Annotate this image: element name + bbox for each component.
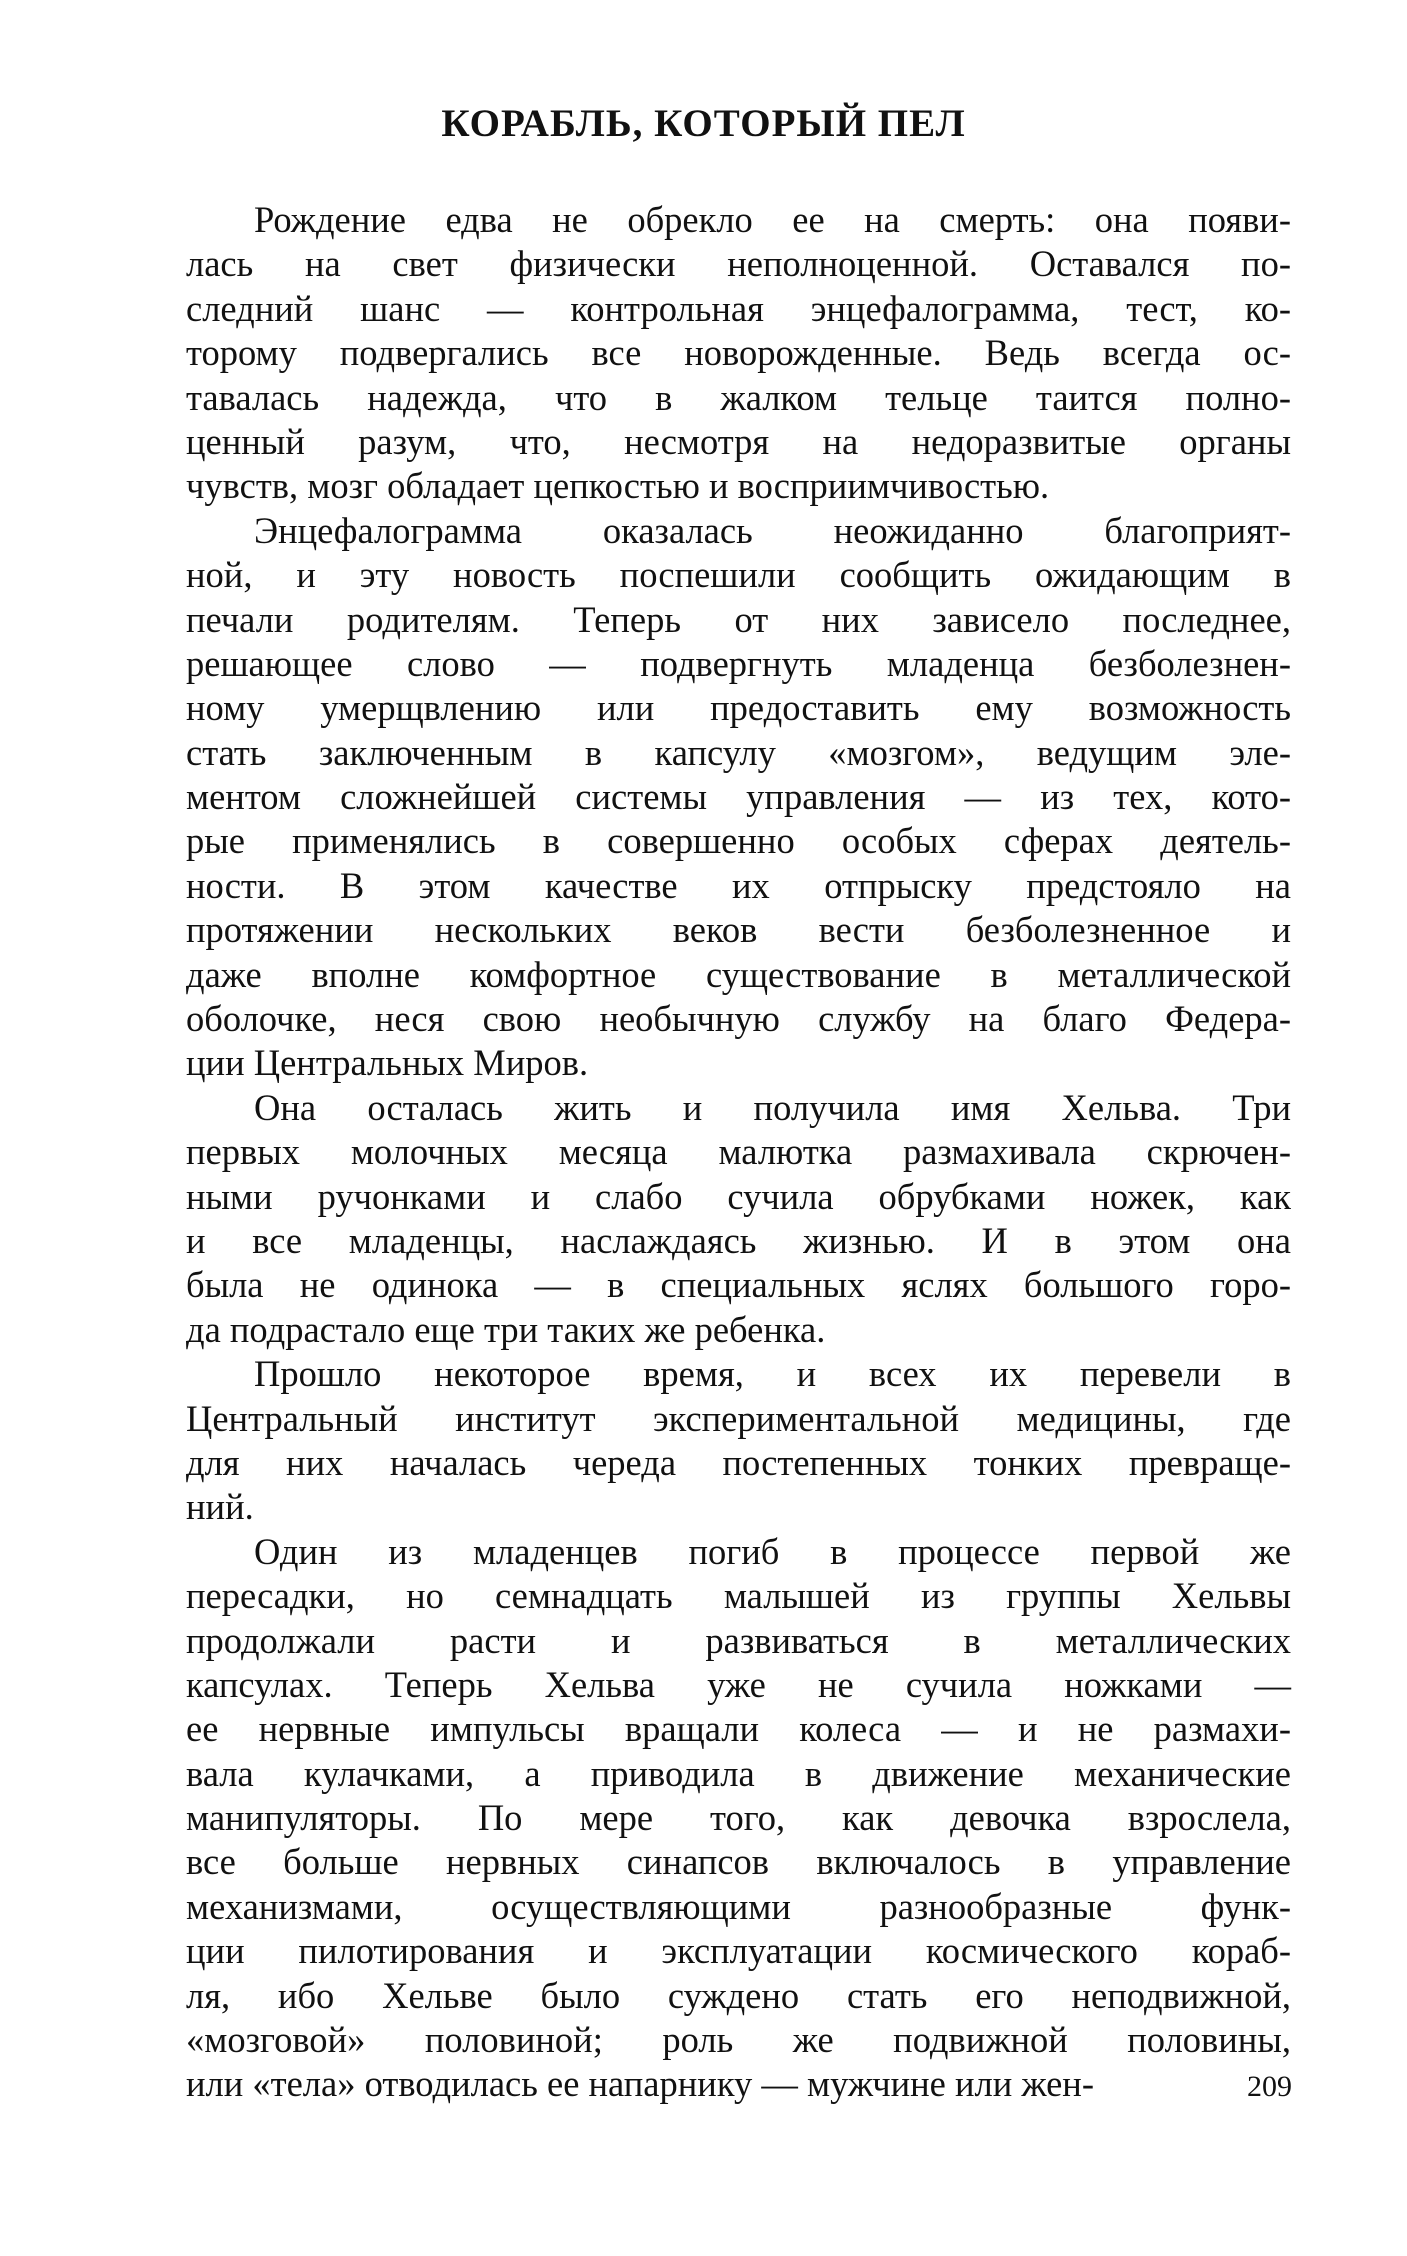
page-number: 209 xyxy=(1247,2070,1292,2103)
text-line: рые применялись в совершенно особых сферах деятель- xyxy=(186,820,1291,862)
text-line: для них началась череда постепенных тонких превраще- xyxy=(186,1441,1291,1483)
paragraph xyxy=(186,509,1291,1086)
text-line: ному умерщвлению или предоставить ему возможность xyxy=(186,687,1291,729)
text-line: ля, ибо Хельве было суждено стать его неподвижной, xyxy=(186,1974,1291,2016)
text-line: лась на свет физически неполноценной. Оставался по- xyxy=(186,243,1291,285)
text-line: оболочке, неся свою необычную службу на благо Федера- xyxy=(186,998,1291,1040)
text-line: да подрастало еще три таких же ребенка. xyxy=(186,1308,826,1350)
text-line: Прошло некоторое время, и всех их перевели в xyxy=(254,1353,1291,1395)
text-line: пересадки, но семнадцать малышей из группы Хельвы xyxy=(186,1575,1291,1617)
text-line: чувств, мозг обладает цепкостью и восприимчивостью. xyxy=(186,465,1050,507)
paragraph xyxy=(186,1530,1291,2107)
text-line: Энцефалограмма оказалась неожиданно благоприят- xyxy=(254,509,1291,551)
text-line: и все младенцы, наслаждаясь жизнью. И в этом она xyxy=(186,1219,1291,1261)
text-line: ными ручонками и слабо сучила обрубками ножек, как xyxy=(186,1175,1291,1217)
text-line: Центральный институт экспериментальной медицины, где xyxy=(186,1397,1291,1439)
text-line: печали родителям. Теперь от них зависело последнее, xyxy=(186,598,1291,640)
text-line: ной, и эту новость поспешили сообщить ожидающим в xyxy=(186,554,1291,596)
text-line: ности. В этом качестве их отпрыску предстояло на xyxy=(186,864,1291,906)
text-line: ции пилотирования и эксплуатации космического кораб- xyxy=(186,1930,1291,1972)
text-line: была не одинока — в специальных яслях большого горо- xyxy=(186,1264,1291,1306)
text-line: Рождение едва не обрекло ее на смерть: она появи- xyxy=(254,199,1291,240)
paragraph xyxy=(186,1352,1291,1530)
text-line: капсулах. Теперь Хельва уже не сучила ножками — xyxy=(186,1663,1291,1705)
text-line: решающее слово — подвергнуть младенца безболезнен- xyxy=(186,642,1291,684)
text-line: или «тела» отводилась ее напарнику — мужчине или жен- xyxy=(186,2063,1094,2105)
text-line: протяжении нескольких веков вести безболезненное и xyxy=(186,909,1291,951)
text-line: тавалась надежда, что в жалком тельце таится полно- xyxy=(186,376,1291,418)
text-line: продолжали расти и развиваться в металлических xyxy=(186,1619,1291,1661)
text-line: Один из младенцев погиб в процессе первой же xyxy=(254,1530,1291,1572)
text-line: стать заключенным в капсулу «мозгом», ведущим эле- xyxy=(186,731,1291,773)
text-line: первых молочных месяца малютка размахивала скрючен- xyxy=(186,1131,1291,1173)
chapter-title: КОРАБЛЬ, КОТОРЫЙ ПЕЛ xyxy=(441,102,966,145)
text-line: «мозговой» половиной; роль же подвижной половины, xyxy=(186,2019,1291,2061)
body-text xyxy=(186,198,1291,2107)
text-line: вала кулачками, а приводила в движение механические xyxy=(186,1752,1291,1794)
text-line: ментом сложнейшей системы управления — из тех, кото- xyxy=(186,776,1291,818)
text-line: манипуляторы. По мере того, как девочка взрослела, xyxy=(186,1797,1291,1839)
paragraph xyxy=(186,198,1291,509)
text-line: все больше нервных синапсов включалось в управление xyxy=(186,1841,1291,1883)
text-line: Она осталась жить и получила имя Хельва. Три xyxy=(254,1086,1291,1128)
text-line: следний шанс — контрольная энцефалограмма, тест, ко- xyxy=(186,287,1291,329)
text-line: торому подвергались все новорожденные. Ведь всегда ос- xyxy=(186,332,1291,374)
text-line: ний. xyxy=(186,1486,254,1528)
text-line: ции Центральных Миров. xyxy=(186,1042,589,1084)
text-line: даже вполне комфортное существование в металлической xyxy=(186,953,1291,995)
text-line: ценный разум, что, несмотря на недоразвитые органы xyxy=(186,420,1291,462)
text-line: ее нервные импульсы вращали колеса — и не размахи- xyxy=(186,1708,1291,1750)
text-line: механизмами, осуществляющими разнообразные функ- xyxy=(186,1885,1291,1927)
paragraph xyxy=(186,1086,1291,1352)
